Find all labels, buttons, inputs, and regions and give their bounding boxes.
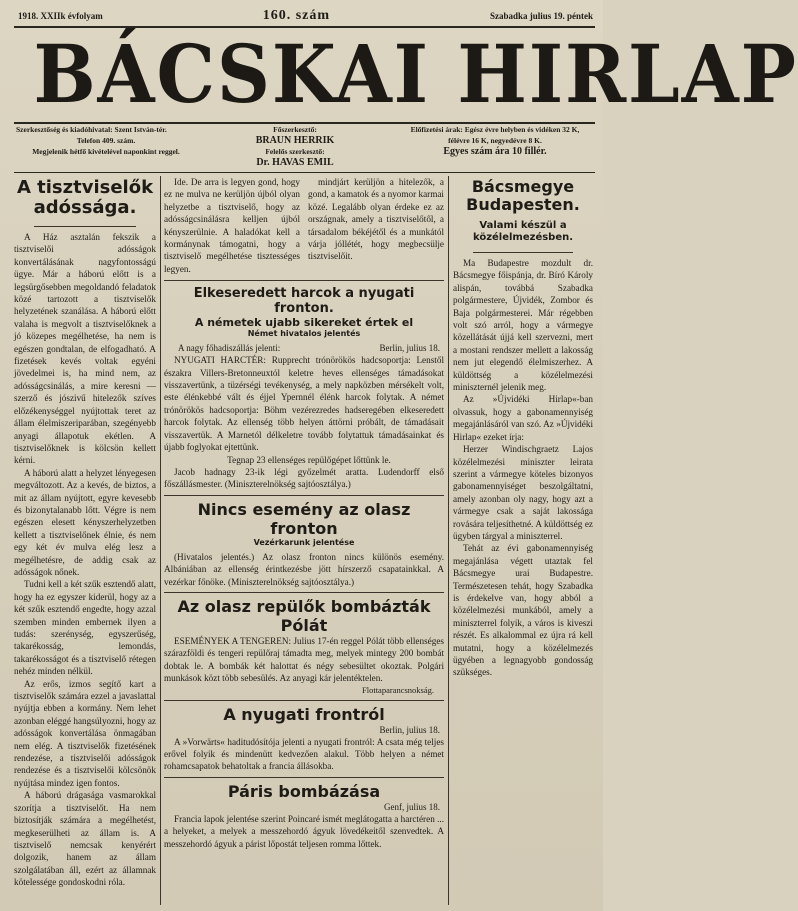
front-headline: Elkeseredett harcok a nyugati fronton. <box>193 286 415 317</box>
west-city: Berlin, julius 18. <box>379 724 440 735</box>
west-headline: A nyugati frontról <box>223 704 385 724</box>
issue-number: 160. szám <box>262 8 331 23</box>
year-label: 1918. XXIIk évfolyam <box>18 11 103 21</box>
front-losses: Tegnap 23 ellenséges repülőgépet lőttünk le. <box>227 454 391 465</box>
publication-schedule: Megjelenik hétfő kivételével naponkint reggel. <box>32 147 180 156</box>
left-paragraph-2: A háború alatt a helyzet lényegesen megváltozott. Az a kevés, de biztos, a mit az állam nyújtott, egyre kevesebb és bizonytalanabb lőtt. Végre is nem egészen elesett kényszerhelyzetben kellett a tisztviselőnek élnie, és nem egy két év mulva elég lesz a megélhetésre, de addig csak az adósságok nőnek. <box>14 467 156 577</box>
paris-dateline <box>164 801 444 813</box>
front-subheadline: A németek ujabb sikereket értek el <box>194 316 414 330</box>
editor-info <box>220 124 370 170</box>
center-rule-1 <box>164 280 444 281</box>
price-line-2: félévre 16 K, negyedévre 8 K. <box>448 136 542 145</box>
right-headline: Bácsmegye Budapesten. <box>466 177 580 214</box>
office-address: Szerkesztőség és kiadóhivatal: Szent István-tér. <box>16 125 167 134</box>
paris-body: Francia lapok jelentése szerint Poincaré ismét meglátogatta a harctéren ... a helyeket, a melyek a messzehordó ágyuk lövedékeitől szenvedtek. A messzehordó ágyuk a párist lőpostát teljesen romma lőttek. <box>164 813 444 849</box>
office-info <box>16 124 196 170</box>
front-jacob: Jacob hadnagy 23-ik légi győzelmét aratta. Ludendorff első főszállásmester. (Miniszterelnökség sajtóosztálya.) <box>164 466 444 490</box>
west-body: A »Vorwärts« haditudósítója jelenti a nyugati frontról: A csata még teljes erővel folyik és mindenütt kedvezően alakul. Több helyen a német rohamcsapatok behatoltak a francia állásokba. <box>164 736 444 772</box>
right-paragraph-3: Herzer Windischgraetz Lajos közélelmezési miniszter leirata szerint a vármegye köteles bizonyos gabonamennyiséget beszolgáltatni, amely azonban oly nagy, hogy azt a vármegye csak a saját lakossága rovására teljesíthetné. A küldöttség ez ügyben tárgyal a miniszterrel. <box>453 444 593 541</box>
price-line-1: Előfizetési árak: Egész évre helyben és vidéken 32 K, <box>410 125 580 134</box>
italy-headline: Nincs esemény az olasz fronton <box>197 499 411 538</box>
right-paragraph-4: Tehát az évi gabonamennyiség megajánlása végett utaztak fel Bácsmegye urai Budapestre. Természetesen tehát, hogy Szabadka is érdekelve van, hogy abból a közélelmezési munkából, amely a miniszterrel folyik, a város is kiveszi részét. Es alkalommal ez újra rá kell mutatni, hogy a közélelmezés ügyében a legnagyobb gondosság szükséges. <box>453 543 593 678</box>
paris-headline: Páris bombázása <box>227 781 381 801</box>
right-paragraph-1: Ma Budapestre mozdult dr. Bácsmegye főispánja, dr. Bíró Károly alispán, továbbá Szabadka polgármestere, Újvidék, Zombor és Baja polgármesterei. Már régebben volt szó arról, hogy a vármegye közellátását újjá kell szervezni, mert a mostani rendszer mellett a lakosság nem jut elegendő élelmiszerhez. A küldöttség a közélelmezési miniszternél jelenik meg. <box>453 258 593 393</box>
single-copy-price: Egyes szám ára 10 fillér. <box>443 146 547 157</box>
left-headline: A tisztviselők adóssága. <box>16 177 154 218</box>
resp-editor-label: Felelős szerkesztő: <box>265 147 325 156</box>
left-paragraph-4: Az erős, izmos segítő kart a tisztviselők számára ezzel a javaslattal nyújtja ebben a kormány. Nem lehet azonban eléggé hangsúlyozni, hogy az adósságok konvertálása önmagában nem elég. A tisztviselők fizetésének rendezése, a tisztviselői adósságok rendezése és a tisztviselői kölcsönök nyújtása mindez igen fontos. <box>14 678 156 788</box>
center-intro-text-1: Ide. De arra is legyen gond, hogy ez ne mulva ne kerüljön újból olyan helyzetbe a tisztviselő, hogy az adósságcsinálásra kelljen újból kényszerülnie. A haladókat kell a kormánynak támogatni, hogy a tisztviselő megélhetése tisztességes legyen. <box>164 177 300 274</box>
italy-report-tag: Vezérkarunk jelentése <box>253 537 355 547</box>
center-rule-2 <box>164 495 444 496</box>
right-column <box>453 176 593 906</box>
resp-editor-name: Dr. HAVAS EMIL <box>256 157 334 168</box>
pola-signature: Flottaparancsnokság. <box>362 684 434 695</box>
center-rule-4 <box>164 700 444 701</box>
editor-name: BRAUN HERRIK <box>255 135 335 146</box>
editor-label: Főszerkesztő: <box>273 125 317 134</box>
subscription-info <box>395 124 595 170</box>
right-headline-rule <box>473 252 573 253</box>
left-paragraph-5: A háború drágasága vasmarokkal szorítja a tisztviselőt. Ha nem biztosítják számára a megélhetést, megkeserülheti az állam is. A tisztviselő nemcsak kenyérért dolgozik, hanem az állam szolgálatában áll, ezért az államnak kötelessége gondoskodni róla. <box>14 790 156 888</box>
header-bottom-rule <box>14 172 595 173</box>
front-source: A nagy főhadiszállás jelenti: <box>178 343 281 354</box>
left-paragraph-3: Tudni kell a két szűk esztendő alatt, hogy ha ez egyszer kiderül, hogy az a két szűk esztendő engedte, hogy azzal szemben minden embernek ilyen a tudás: szerénység, egyszerűség, takarékosság, lemondás, takarékosságot és a tisztviselő rétegen nehéz minden nélkül. <box>14 579 156 677</box>
left-headline-rule <box>34 226 136 227</box>
italy-body: (Hivatalos jelentés.) Az olasz fronton nincs különös esemény. Albániában az ellenség érintkezésbe jött hírszerző csapatainkkal. A vezérkar főnöke. (Miniszterelnökség sajtóosztálya.) <box>164 551 444 587</box>
front-body: NYUGATI HARCTÉR: Rupprecht trónörökös hadcsoportja: Lenstől északra Villers-Bretonneuxtól keletre heves ellenséges támadásokat visszavertünk, a tüzérségi tevékenység, a mely napközben mérsékelt volt, este élénkebbé vált és éjjel Ypernnél élénk harcok folytak. A német trónörökös hadcsoportja: Böhm vezérezredes hadseregében elkeseredett harcok folytak. Az ellenség több helyen áttörni próbált, de támadásait visszavertük. A Marnetól délkeletre tovább folytattuk támadásainkat és újabb foglyokat ejtettünk. <box>164 355 444 453</box>
masthead-title: BÁCSKAI HIRLAP <box>33 27 798 121</box>
column-rule-1 <box>160 176 161 905</box>
west-dateline <box>164 724 444 736</box>
office-phone: Telefon 409. szám. <box>76 136 136 145</box>
issue-line <box>18 8 593 24</box>
center-intro-text-2: mindjárt kerüljön a hitelezők, a gond, a kamatok és a nyomor karmai közé. Legalább olyan érdeke ez az országnak, amely a tisztviselőtől, a társadalom békéjétől és a munkától várja jóllétét, hogy megbecsülje tisztviselőit. <box>308 177 444 262</box>
center-column <box>164 176 444 906</box>
left-column <box>14 176 156 906</box>
center-rule-5 <box>164 777 444 778</box>
right-subheadline: Valami készül a közélelmezésben. <box>472 220 574 243</box>
center-intro <box>164 176 444 275</box>
front-city: Berlin, julius 18. <box>379 343 440 354</box>
right-paragraph-2: Az »Újvidéki Hirlap«-ban olvassuk, hogy a gabonamennyiség megajánlásáról van szó. Az »Újvidéki Hirlap« ezeket írja: <box>453 394 593 442</box>
date-label: Szabadka julius 19. péntek <box>489 11 593 21</box>
left-paragraph-1: A Ház asztalán fekszik a tisztviselői adósságok konvertálásának nagyfontosságú ügye. Már a háború előtt is a legsürgősebben megoldandó feladatok közé tartozott a tisztviselők helyzetének szanálása. A háború előtt valaha is megvolt a tisztviselőknek a jó közepes megélhetése, ha nem is egészen gondtalan, de elfogadható. A fizetések kevés voltak egyéni jövedelmei is, ha mind nem, az adósságcsinálás, a mire keresni — szerző és jószivű hitelezők szíves előzékenységgel nyújtottak teret az állam élelmiszeriparában, szegényebb anyagi állapotuk ekétlen. A tisztviselőknek is kölcsön kellett kérni. <box>14 232 156 466</box>
pola-headline: Az olasz repülők bombázták Pólát <box>177 596 431 635</box>
pola-body: ESEMÉNYEK A TENGEREN: Julius 17-én reggel Pólát több ellenséges szárazföldi és tengeri repülőraj támadta meg, melyek mintegy 200 bombát dobtak le. A bombák két halottat és négy sebesültet okoztak. Polgári munkások közt több sebesülés. Az anyagi kár jelentéktelen. <box>164 635 444 684</box>
paris-city: Genf, julius 18. <box>384 801 440 812</box>
front-dateline <box>164 342 444 354</box>
center-rule-3 <box>164 592 444 593</box>
column-rule-2 <box>448 176 449 905</box>
front-report-tag: Német hivatalos jelentés <box>247 329 361 339</box>
